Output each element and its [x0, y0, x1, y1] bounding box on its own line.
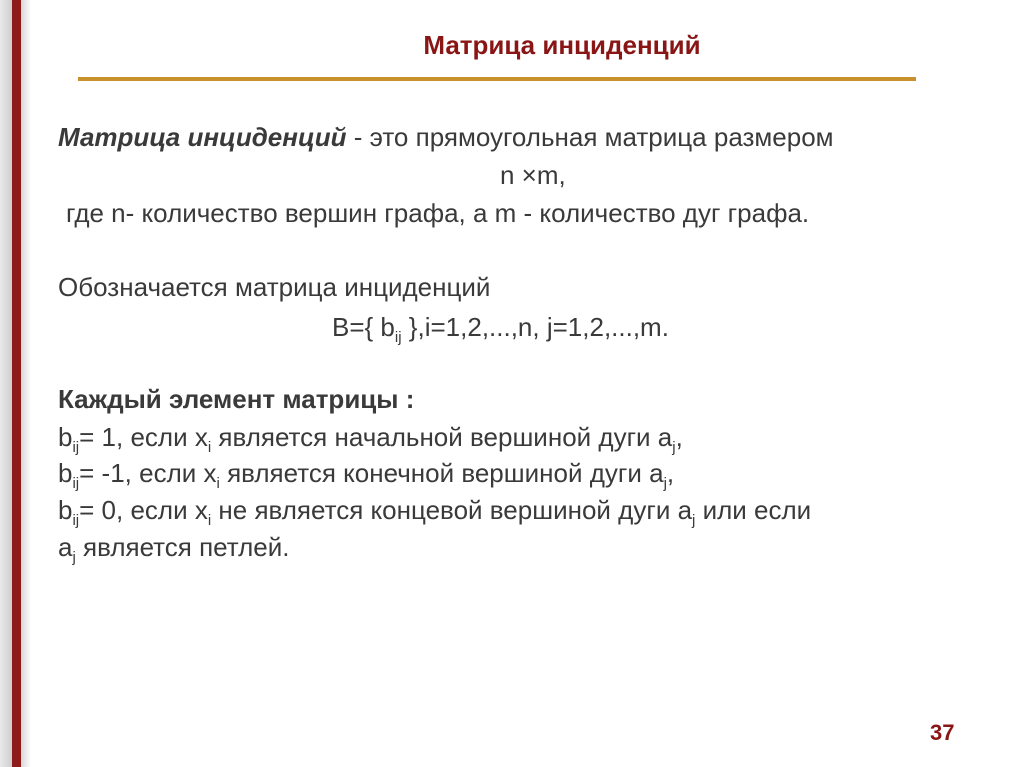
notation-formula — [332, 312, 669, 346]
definition-line — [58, 122, 834, 153]
row2-a-sub: j — [663, 475, 667, 492]
definition-where: где n- количество вершин графа, а m - количество дуг графа. — [66, 198, 810, 228]
row3-b: b — [58, 495, 73, 525]
element-row-2 — [58, 458, 675, 492]
formula-subscript: ij — [394, 329, 402, 346]
row1-a-sub: j — [672, 439, 676, 456]
row1-b-sub: ij — [72, 439, 80, 456]
row1-b: b — [58, 422, 73, 452]
row3-rest: не является концевой вершиной дуги a — [211, 495, 693, 525]
title-underline — [78, 77, 916, 81]
row2-end: , — [666, 458, 675, 488]
definition-suffix: - это прямоугольная матрица размером — [346, 122, 834, 152]
row4-a: a — [58, 532, 73, 562]
notation-intro: Обозначается матрица инциденций — [58, 272, 491, 302]
row1-x-sub: i — [207, 439, 212, 456]
matrix-size: n ×m, — [500, 160, 566, 190]
row4-a-sub: j — [72, 549, 76, 566]
left-border-red — [12, 0, 21, 767]
row1-end: , — [675, 422, 683, 452]
formula-prefix: B={ b — [332, 312, 395, 342]
definition-term: Матрица инциденций — [58, 122, 347, 152]
row3-end: или если — [695, 495, 812, 525]
element-row-1 — [58, 422, 683, 456]
formula-suffix: },i=1,2,...,n, j=1,2,...,m. — [401, 312, 669, 342]
left-border-shadow — [21, 0, 31, 767]
row3-mid: = 0, если x — [79, 495, 208, 525]
row2-rest: является конечной вершиной дуги a — [219, 458, 664, 488]
row4-rest: является петлей. — [75, 532, 290, 562]
row2-b-sub: ij — [72, 475, 80, 492]
elements-heading: Каждый элемент матрицы : — [58, 384, 415, 414]
row2-b: b — [58, 458, 73, 488]
element-row-4 — [58, 532, 290, 566]
element-row-3 — [58, 495, 812, 529]
left-border-gray — [0, 0, 12, 767]
page-number: 37 — [930, 720, 955, 745]
row2-x-sub: i — [216, 475, 220, 492]
row3-x-sub: i — [207, 512, 212, 529]
row2-mid: = -1, если x — [79, 458, 217, 488]
row3-b-sub: ij — [72, 512, 80, 529]
row1-rest: является начальной вершиной дуги a — [211, 422, 673, 452]
row3-a-sub: j — [692, 512, 696, 529]
slide-title: Матрица инциденций — [423, 30, 701, 60]
row1-mid: = 1, если x — [79, 422, 208, 452]
